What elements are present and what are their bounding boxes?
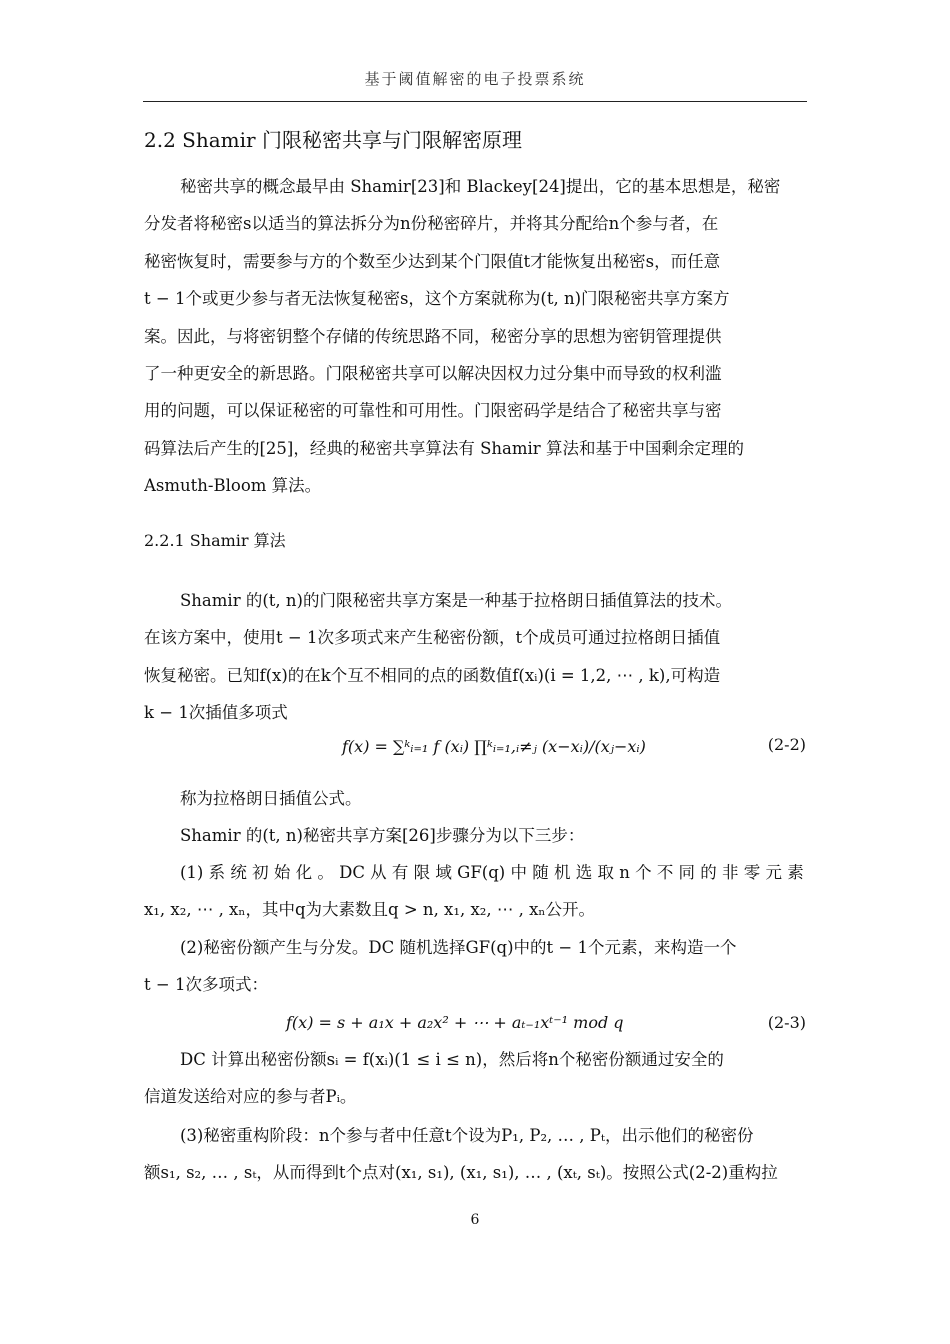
- equation-formula: f(x) = s + a₁x + a₂x² + ⋯ + aₜ₋₁xᵗ⁻¹ mod q: [286, 1013, 624, 1032]
- text-line: x₁, x₂, ⋯ , xₙ，其中q为大素数且q > n, x₁, x₂, ⋯ , xₙ公开。: [144, 900, 596, 920]
- section-heading: 2.2 Shamir 门限秘密共享与门限解密原理: [144, 128, 522, 152]
- text-line: 秘密共享的概念最早由 Shamir[23]和 Blackey[24]提出，它的基本思想是，秘密: [180, 177, 781, 196]
- text-line: 用的问题，可以保证秘密的可靠性和可用性。门限密码学是结合了秘密共享与密: [144, 401, 722, 421]
- text-line: k − 1次插值多项式: [144, 703, 288, 723]
- text-line: 恢复秘密。已知f(x)的在k个互不相同的点的函数值f(xᵢ)(i = 1,2, ⋯ , k),可构造: [144, 665, 721, 685]
- paragraph-step2: [144, 929, 808, 1004]
- text-line: Shamir 的(t, n)的门限秘密共享方案是一种基于拉格朗日插值算法的技术。: [180, 591, 732, 610]
- text-line: DC 计算出秘密份额sᵢ = f(xᵢ)(1 ≤ i ≤ n)，然后将n个秘密份额通过安全的: [180, 1050, 724, 1069]
- text-line: 额s₁, s₂, … , sₜ，从而得到t个点对(x₁, s₁), (x₁, s₁), … , (xₜ, sₜ)。按照公式(2-2)重构拉: [144, 1163, 778, 1183]
- text-line: Shamir 的(t, n)秘密共享方案[26]步骤分为以下三步：: [180, 826, 585, 845]
- text-line: 称为拉格朗日插值公式。: [180, 789, 362, 808]
- text-line: 在该方案中，使用t − 1次多项式来产生秘密份额，t个成员可通过拉格朗日插值: [144, 628, 721, 648]
- header-rule: [143, 101, 807, 102]
- text-line: t − 1个或更少参与者无法恢复秘密s，这个方案就称为(t, n)门限秘密共享方案方: [144, 289, 730, 309]
- text-line: 秘密恢复时，需要参与方的个数至少达到某个门限值t才能恢复出秘密s，而任意: [144, 251, 721, 271]
- text-line: 信道发送给对应的参与者Pᵢ。: [144, 1087, 357, 1107]
- paragraph-lagrange-caption: [144, 780, 808, 817]
- paragraph-steps-intro: [144, 817, 808, 854]
- equation-number: (2-3): [767, 1013, 806, 1032]
- text-line: 码算法后产生的[25]，经典的秘密共享算法有 Shamir 算法和基于中国剩余定理的: [144, 438, 744, 458]
- paragraph-intro: [144, 168, 808, 505]
- equation-formula: f(x) = ∑ᵏᵢ₌₁ f (xᵢ) ∏ᵏᵢ₌₁,ᵢ≠ⱼ (x−xᵢ)/(xⱼ−xᵢ): [342, 737, 646, 756]
- subsection-heading: 2.2.1 Shamir 算法: [144, 531, 286, 550]
- text-line: Asmuth-Bloom 算法。: [144, 476, 322, 496]
- paragraph-step3: [144, 1117, 808, 1192]
- text-line: (2)秘密份额产生与分发。DC 随机选择GF(q)中的t − 1个元素，来构造一个: [180, 938, 737, 957]
- running-header: 基于阈值解密的电子投票系统: [364, 70, 586, 88]
- text-line: (1) 系 统 初 始 化 。 DC 从 有 限 域 GF(q) 中 随 机 选 取 n 个 不 同 的 非 零 元 素: [180, 863, 804, 882]
- text-line: (3)秘密重构阶段：n个参与者中任意t个设为P₁, P₂, … , Pₜ，出示他们的秘密份: [180, 1126, 754, 1145]
- equation-lagrange: [144, 735, 808, 775]
- text-line: 案。因此，与将密钥整个存储的传统思路不同，秘密分享的思想为密钥管理提供: [144, 326, 722, 346]
- paragraph-shamir: [144, 582, 808, 732]
- paragraph-step1: [144, 854, 808, 929]
- paragraph-share-compute: [144, 1041, 808, 1116]
- page-number: 6: [470, 1212, 480, 1228]
- equation-number: (2-2): [767, 735, 806, 754]
- text-line: 了一种更安全的新思路。门限秘密共享可以解决因权力过分集中而导致的权利滥: [144, 363, 722, 383]
- text-line: t − 1次多项式：: [144, 975, 268, 995]
- text-line: 分发者将秘密s以适当的算法拆分为n份秘密碎片，并将其分配给n个参与者，在: [144, 214, 719, 234]
